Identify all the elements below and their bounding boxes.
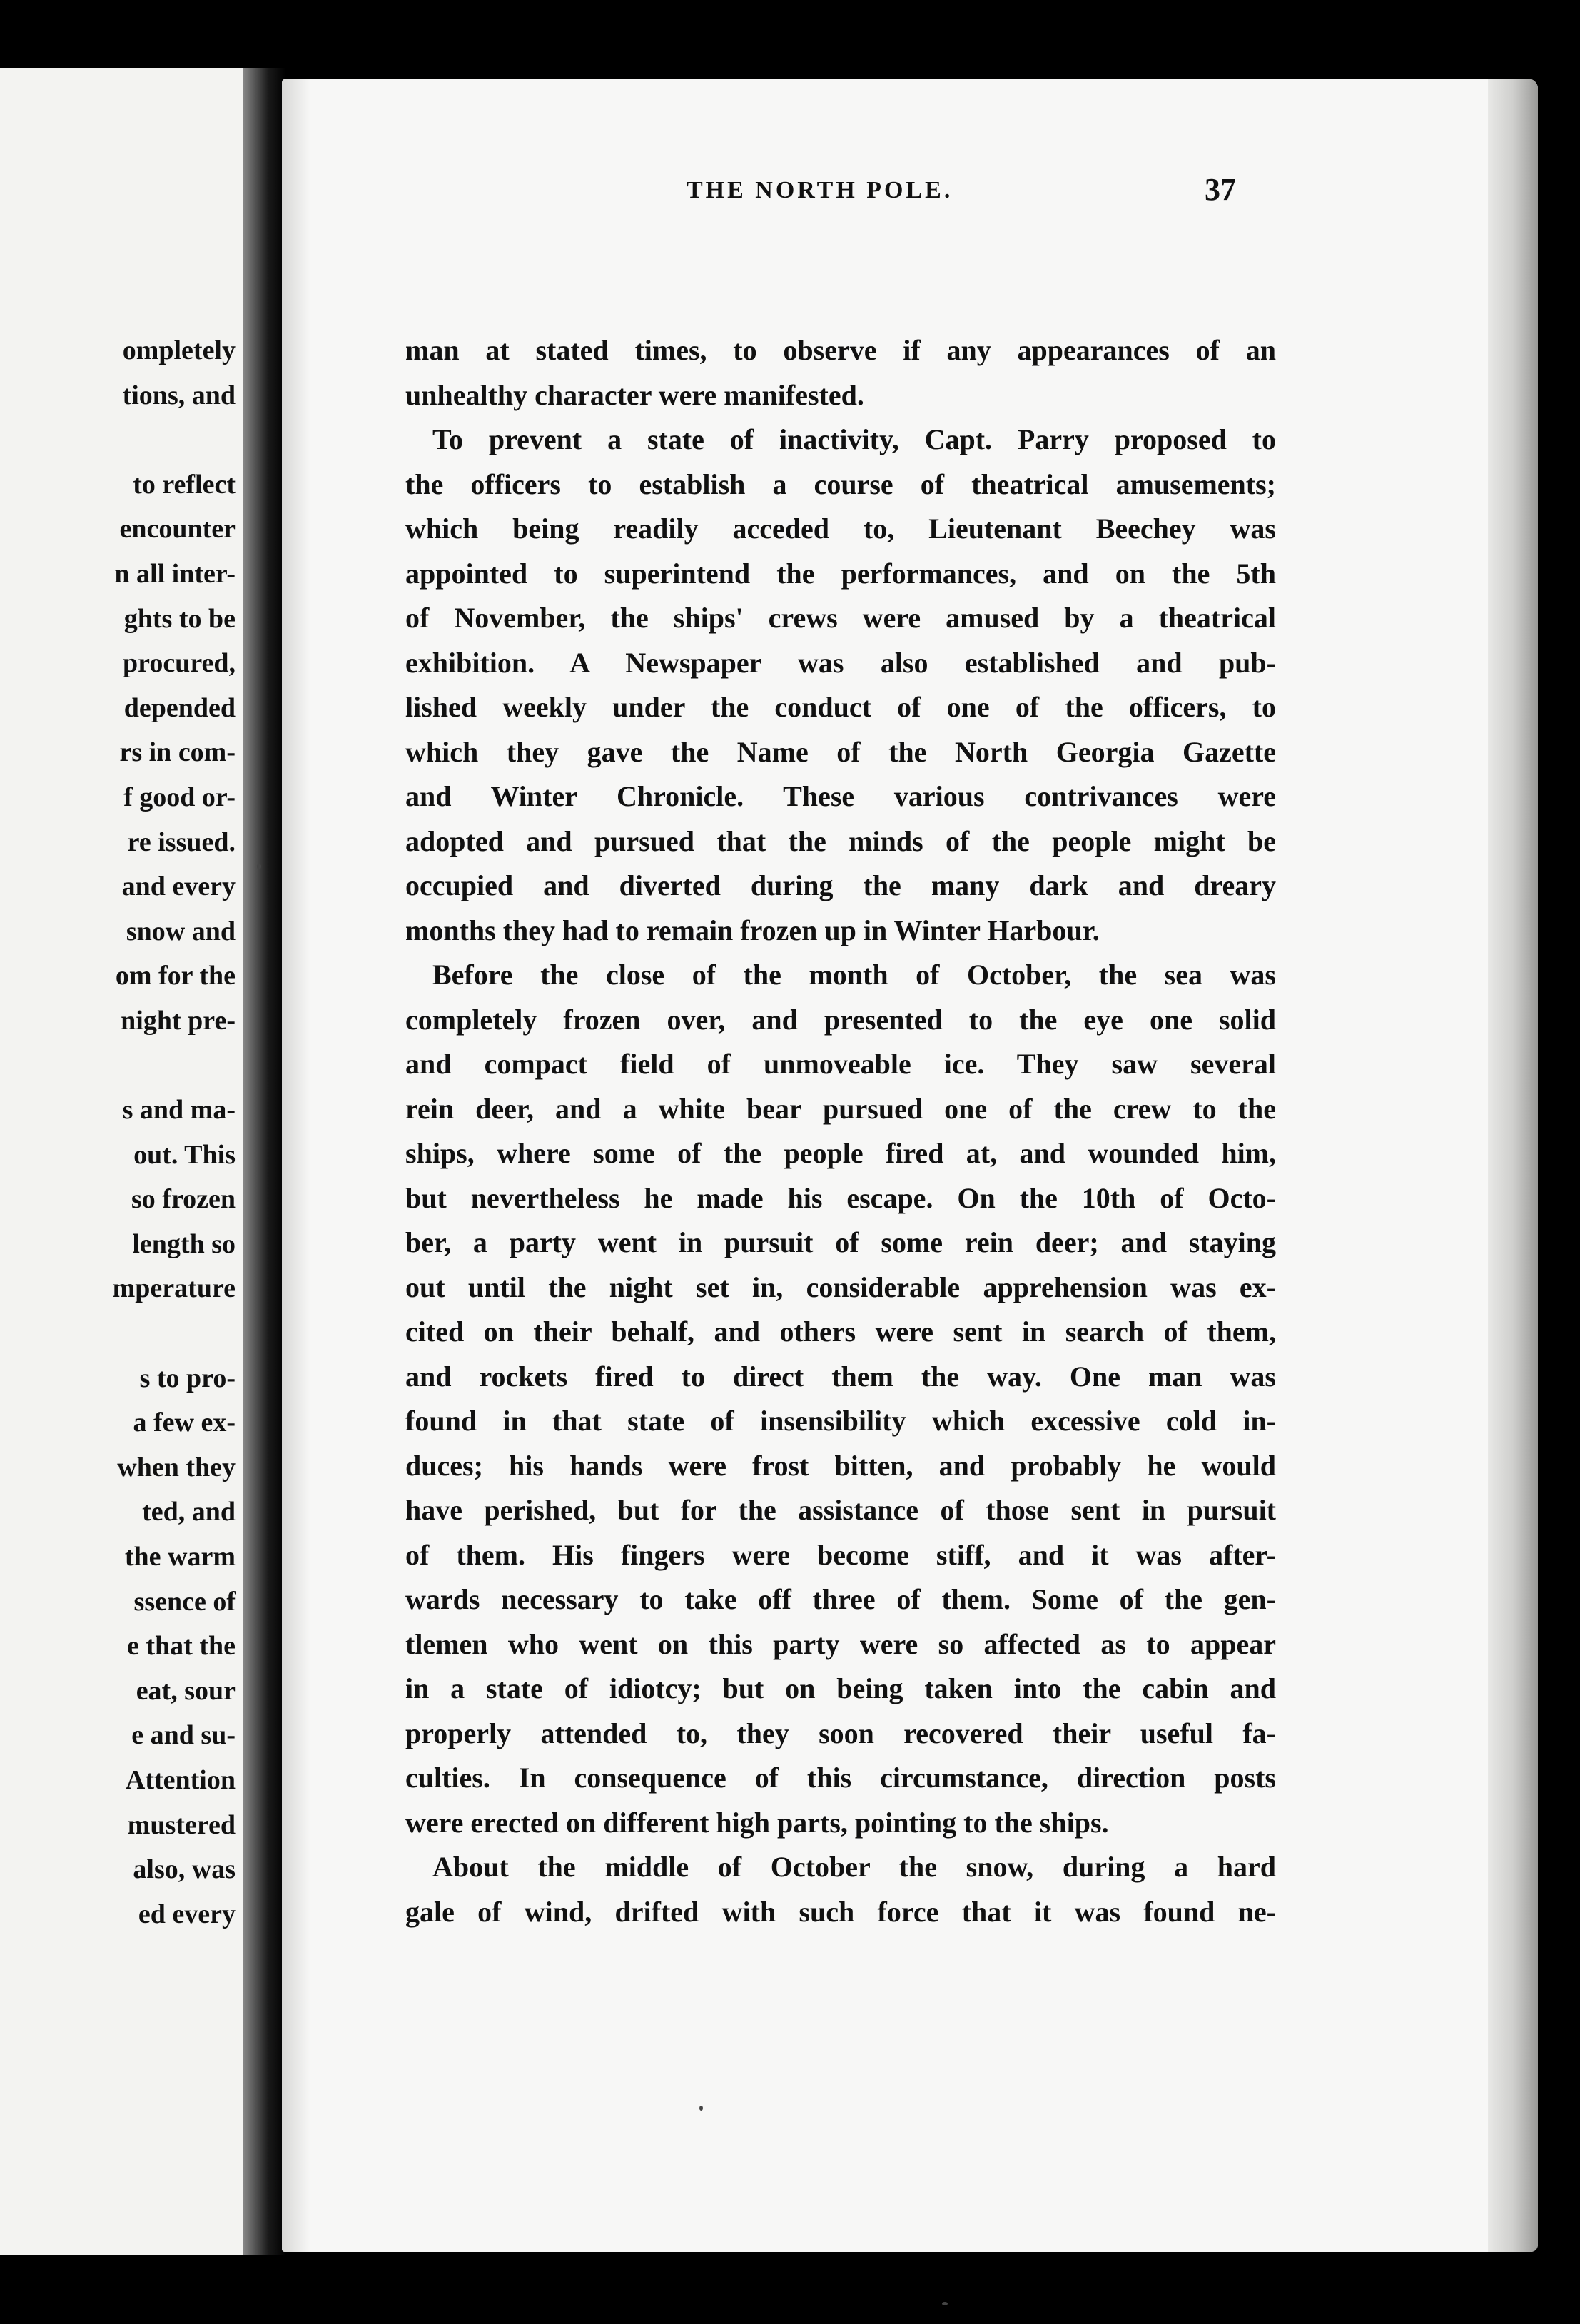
left-line: so frozen	[131, 1184, 236, 1215]
left-line: f good or-	[123, 782, 236, 812]
text-line: tlemen who went on this party were so affected as to appear	[405, 1627, 1276, 1660]
left-line: to reflect	[133, 469, 236, 500]
text-line: lished weekly under the conduct of one of the officers, to	[405, 691, 1276, 723]
page-edge	[1488, 79, 1538, 2252]
text-line: ber, a party went in pursuit of some rein deer; and staying	[405, 1226, 1276, 1258]
left-line: depended	[123, 692, 236, 723]
left-line: eat, sour	[136, 1675, 236, 1706]
text-line: and compact field of unmoveable ice. They saw several	[405, 1048, 1276, 1080]
text-line: gale of wind, drifted with such force that it was found ne-	[405, 1895, 1276, 1928]
text-line: found in that state of insensibility which excessive cold in-	[405, 1405, 1276, 1437]
text-line: properly attended to, they soon recovered their useful fa-	[405, 1717, 1276, 1749]
left-line: mustered	[127, 1809, 236, 1840]
text-line: appointed to superintend the performances, and on the 5th	[405, 557, 1276, 590]
text-line: have perished, but for the assistance of those sent in pursuit	[405, 1494, 1276, 1526]
text-line: duces; his hands were frost bitten, and probably he would	[405, 1449, 1276, 1482]
text-line: were erected on different high parts, pointing to the ships.	[405, 1806, 1109, 1839]
text-line: which they gave the Name of the North Georgia Gazette	[405, 735, 1276, 768]
paper-speck	[257, 864, 261, 869]
left-line: ompletely	[122, 335, 236, 365]
left-line: the warm	[124, 1542, 236, 1572]
left-line: rs in com-	[119, 737, 236, 768]
body-text	[405, 328, 1276, 1934]
paper-speck	[942, 2302, 948, 2305]
text-line: out until the night set in, considerable apprehension was ex-	[405, 1270, 1276, 1303]
left-line: mperature	[112, 1273, 236, 1304]
text-line: months they had to remain frozen up in Winter Harbour.	[405, 914, 1100, 946]
text-line: occupied and diverted during the many dark and dreary	[405, 869, 1276, 901]
text-line: and Winter Chronicle. These various contrivances were	[405, 780, 1276, 812]
text-line: the officers to establish a course of theatrical amusements;	[405, 468, 1276, 500]
text-line: which being readily acceded to, Lieutenant Beechey was	[405, 512, 1276, 545]
left-line: ted, and	[142, 1497, 236, 1527]
paper-speck	[699, 2106, 703, 2111]
left-line	[0, 418, 236, 463]
left-line: night pre-	[121, 1005, 236, 1036]
running-title: THE NORTH POLE.	[687, 177, 953, 203]
left-line: n all inter-	[114, 558, 236, 589]
left-line: and every	[121, 872, 236, 902]
left-line: Attention	[125, 1765, 236, 1795]
gutter-shadow	[282, 79, 310, 2252]
text-line: man at stated times, to observe if any appearances of an	[405, 334, 1276, 366]
text-line: completely frozen over, and presented to the eye one solid	[405, 1003, 1276, 1036]
left-line: procured,	[123, 648, 236, 679]
text-line: wards necessary to take off three of them. Some of the gen-	[405, 1583, 1276, 1615]
left-line: s to pro-	[139, 1363, 236, 1393]
text-line: unhealthy character were manifested.	[405, 378, 864, 411]
left-line: a few ex-	[133, 1408, 236, 1438]
left-line: ssence of	[133, 1586, 236, 1617]
text-line: About the middle of October the snow, during a hard	[432, 1851, 1276, 1883]
left-line: when they	[117, 1452, 236, 1482]
text-line: cited on their behalf, and others were sent in search of them,	[405, 1315, 1276, 1348]
text-line: rein deer, and a white bear pursued one of the crew to the	[405, 1092, 1276, 1125]
left-line	[0, 1044, 236, 1088]
text-line: exhibition. A Newspaper was also established and pub-	[405, 646, 1276, 679]
text-line: culties. In consequence of this circumstance, direction posts	[405, 1762, 1276, 1794]
left-page-text	[0, 328, 236, 1936]
book-gutter	[243, 68, 285, 2255]
left-line: snow and	[126, 916, 236, 946]
text-line: of them. His fingers were become stiff, and it was after-	[405, 1538, 1276, 1571]
left-page	[0, 68, 243, 2255]
left-line: tions, and	[122, 380, 236, 410]
left-line: length so	[132, 1228, 236, 1259]
left-line: out. This	[133, 1139, 236, 1170]
left-line	[0, 1311, 236, 1356]
text-line: ships, where some of the people fired at, and wounded him,	[405, 1137, 1276, 1169]
text-line: To prevent a state of inactivity, Capt. Parry proposed to	[432, 423, 1276, 455]
page-number: 37	[1205, 172, 1236, 207]
left-line: ed every	[138, 1899, 236, 1929]
left-line: s and ma-	[122, 1095, 236, 1126]
text-line: but nevertheless he made his escape. On the 10th of Octo-	[405, 1181, 1276, 1214]
text-line: of November, the ships' crews were amused by a theatrical	[405, 602, 1276, 634]
text-line: adopted and pursued that the minds of the people might be	[405, 824, 1276, 857]
left-line: ghts to be	[123, 603, 236, 634]
left-line: encounter	[119, 514, 236, 545]
left-line: e that the	[127, 1631, 236, 1662]
left-line: re issued.	[127, 827, 236, 857]
left-line: e and su-	[131, 1720, 236, 1751]
text-line: in a state of idiotcy; but on being taken into the cabin and	[405, 1672, 1276, 1704]
text-line: Before the close of the month of October, the sea was	[432, 959, 1276, 991]
left-line: om for the	[115, 961, 236, 991]
text-line: and rockets fired to direct them the way. One man was	[405, 1360, 1276, 1393]
left-line: also, was	[133, 1854, 236, 1885]
